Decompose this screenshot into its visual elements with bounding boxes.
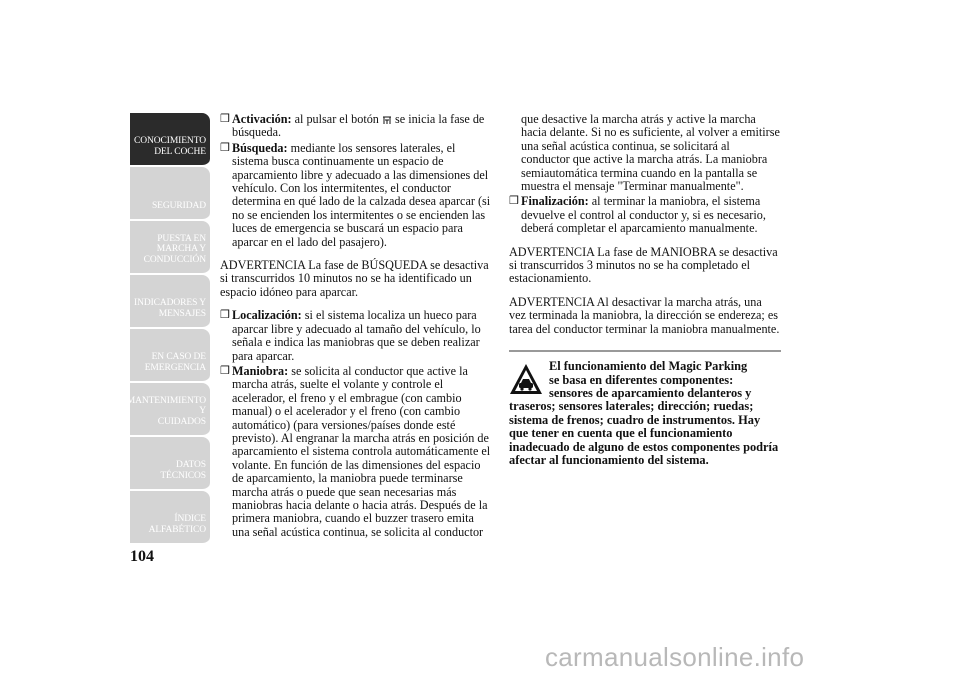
list-item-busqueda xyxy=(220,142,492,249)
tab-en-caso-de-emergencia[interactable] xyxy=(130,329,210,383)
tab-label: SEGURIDAD xyxy=(152,200,206,211)
maniobra-continuation: que desactive la marcha atrás y active la marcha hacia delante. Si no es suficiente, al volver a emitirse una señal acústica continua, se solicitará al conductor que active la marcha atrás. La maniobra semiautomática termina cuando en la pantalla se muestra el mensaje "Terminar manualmente". xyxy=(521,112,780,194)
tab-label: PUESTA EN MARCHA Y CONDUCCIÓN xyxy=(143,233,206,265)
advertencia-busqueda: ADVERTENCIA La fase de BÚSQUEDA se desactiva si transcurridos 10 minutos no se ha identificado un espacio idóneo para aparcar. xyxy=(220,258,489,299)
item-text: al pulsar el botón xyxy=(291,112,382,126)
advertencia-desactivar: ADVERTENCIA Al desactivar la marcha atrás, una vez terminada la maniobra, la dirección se endereza; es tarea del conductor terminar la maniobra manualmente. xyxy=(509,294,780,336)
tab-label: INDICADORES Y MENSAJES xyxy=(134,298,206,319)
text-column-left xyxy=(220,113,492,541)
tab-label: MANTENIMIENTO Y CUIDADOS xyxy=(126,395,206,427)
item-lead: Localización: xyxy=(232,308,302,323)
tab-puesta-en-marcha[interactable] xyxy=(130,221,210,275)
bullet-glyph: ❒ xyxy=(220,309,230,322)
list-item-localizacion xyxy=(220,309,492,363)
bullet-glyph: ❒ xyxy=(220,364,230,377)
list-item-maniobra xyxy=(220,365,492,539)
bullet-glyph: ❒ xyxy=(220,141,230,154)
advertencia-maniobra: ADVERTENCIA La fase de MANIOBRA se desactiva si transcurridos 3 minutos no se ha completado el estacionamiento. xyxy=(509,244,778,286)
item-text: se inicia la fase de búsqueda. xyxy=(232,112,485,140)
item-text: al terminar la maniobra, el sistema devuelve el control al conductor y, si es necesario, deberá completar el aparcamiento manualmente. xyxy=(521,194,766,236)
tab-indice-alfabetico[interactable] xyxy=(130,491,210,545)
warning-line: El funcionamiento del Magic Parking xyxy=(549,359,748,374)
bullet-glyph: ❒ xyxy=(509,195,519,208)
tab-seguridad[interactable] xyxy=(130,167,210,221)
tab-indicadores-y-mensajes[interactable] xyxy=(130,275,210,329)
tab-datos-tecnicos[interactable] xyxy=(130,437,210,491)
item-lead: Finalización: xyxy=(521,194,589,209)
parking-assist-icon xyxy=(382,115,392,125)
tab-mantenimiento-y-cuidados[interactable] xyxy=(126,383,210,437)
text-column-right xyxy=(509,113,781,467)
warning-rest: traseros; sensores laterales; dirección; ruedas; sistema de frenos; cuadro de instrumentos. Hay que tener en cuenta que el funcionamiento inadecuado de alguno de estos componentes podría afectar al funcionamiento del sistema. xyxy=(509,399,779,467)
tab-conocimiento-del-coche[interactable] xyxy=(130,113,210,167)
item-lead: Maniobra: xyxy=(232,363,289,378)
warning-car-icon xyxy=(509,362,543,396)
warning-line: sensores de aparcamiento delanteros y xyxy=(549,385,752,400)
page-number: 104 xyxy=(130,548,154,565)
list-item-finalizacion xyxy=(509,195,781,235)
item-text: si el sistema localiza un hueco para aparcar libre y adecuado al tamaño del vehículo, lo señala e indica las maniobras que se deben realizar para aparcar. xyxy=(232,308,481,363)
warning-box xyxy=(509,350,781,467)
tab-label: ÍNDICE ALFABÉTICO xyxy=(148,514,206,535)
bullet-glyph: ❒ xyxy=(220,113,230,125)
warning-text xyxy=(509,360,781,467)
item-lead: Búsqueda: xyxy=(232,140,288,155)
tab-label: CONOCIMIENTO DEL COCHE xyxy=(134,136,206,157)
tab-label: EN CASO DE EMERGENCIA xyxy=(144,352,206,373)
tab-label: DATOS TÉCNICOS xyxy=(160,460,206,481)
item-lead: Activación: xyxy=(232,112,292,126)
watermark: carmanualsonline.info xyxy=(545,642,805,672)
warning-line: se basa en diferentes componentes: xyxy=(549,372,734,387)
item-text: se solicita al conductor que active la marcha atrás, suelte el volante y controle el acelerador, el freno y el embrague (con cambio manual) o el acelerador y el freno (con cambio automático) (para versiones/países donde esté previsto). Al engranar la marcha atrás en posición de aparcamiento el sistema controla automáticamente el volante. En función de las dimensiones del espacio de aparcamiento, la maniobra puede terminarse marcha atrás o puede que sean necesarias más maniobras hacia delante o hacia atrás. Después de la primera maniobra, cuando el buzzer trasero emita una señal acústica continua, se solicita al conductor xyxy=(232,363,491,539)
item-text: mediante los sensores laterales, el sistema busca continuamente un espacio de aparcamiento libre y adecuado a las dimensiones del vehículo. Con los intermitentes, el conductor determina en qué lado de la calzada desea aparcar (si no se encienden los intermitentes o se encienden las luces de emergencia se buscará un espacio para aparcar en el lado del pasajero). xyxy=(232,140,491,249)
list-item-activacion xyxy=(220,113,492,140)
chapter-tabs xyxy=(126,113,210,545)
